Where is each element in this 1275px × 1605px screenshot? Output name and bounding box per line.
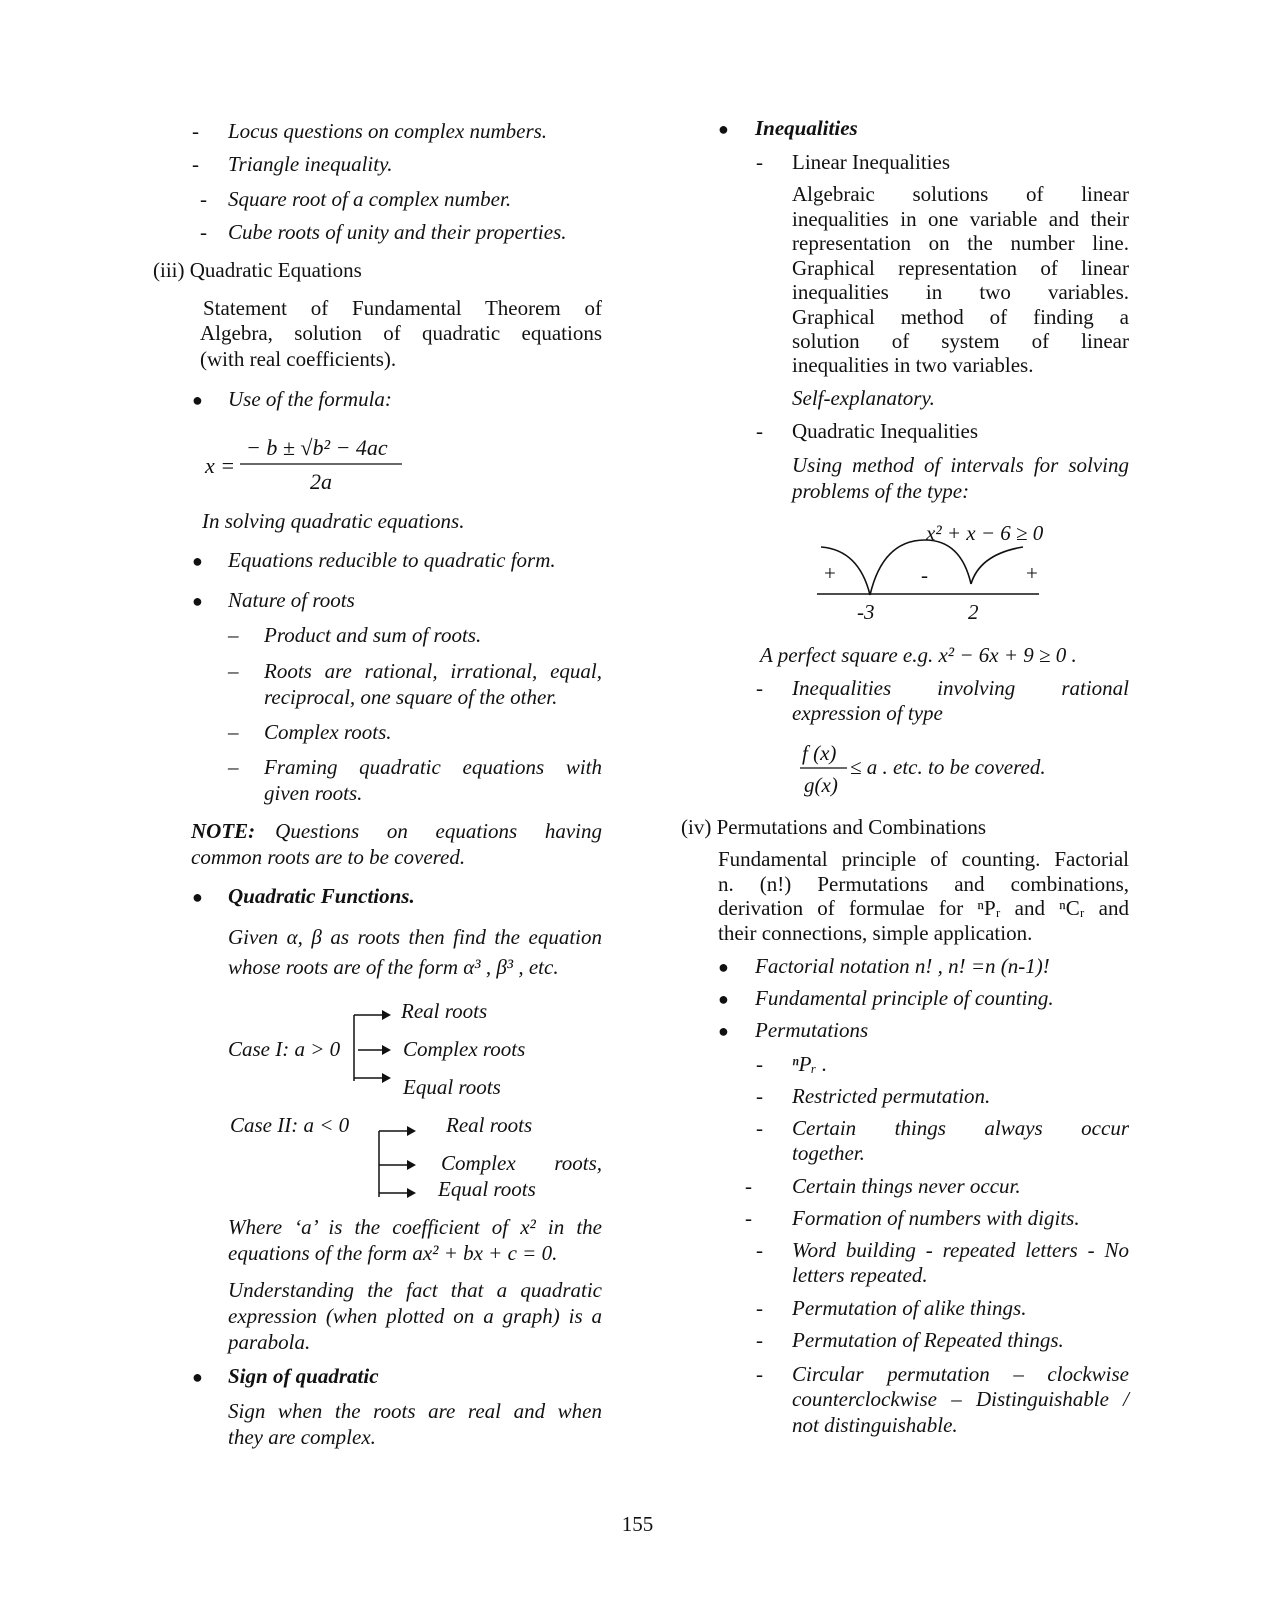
- perm-item: Permutation of alike things.: [792, 1296, 1027, 1320]
- perm-item: counterclockwise – Distinguishable /: [792, 1387, 1129, 1411]
- fraction-denominator: g(x): [804, 773, 838, 797]
- perm-item: not distinguishable.: [792, 1413, 958, 1437]
- understanding-line: Understanding the fact that a quadratic: [228, 1278, 602, 1302]
- dash: -: [756, 676, 763, 700]
- bullet-icon: ●: [192, 390, 203, 410]
- perm-item: Circular permutation – clockwise: [792, 1362, 1129, 1386]
- dash: -: [756, 150, 763, 174]
- understanding-line: parabola.: [228, 1330, 311, 1354]
- dash: -: [200, 187, 207, 211]
- diagram-sign: -: [921, 563, 928, 587]
- quad-statement-line: Algebra, solution of quadratic equations: [200, 321, 602, 345]
- perm-item: Certain things always occur: [792, 1116, 1129, 1140]
- note-text: Questions on equations having: [275, 819, 602, 843]
- complex-item: Cube roots of unity and their properties.: [228, 220, 567, 244]
- rational-text: Inequalities involving rational: [792, 676, 1129, 700]
- perm-item: Formation of numbers with digits.: [792, 1206, 1080, 1230]
- diagram-sign: +: [824, 561, 836, 585]
- dash: -: [756, 419, 763, 443]
- fraction-numerator: f (x): [802, 741, 837, 765]
- intervals-text: Using method of intervals for solving: [792, 453, 1129, 477]
- quadratic-ineq-heading: Quadratic Inequalities: [792, 419, 979, 443]
- bullet-icon: ●: [718, 119, 729, 139]
- inequalities-heading: Inequalities: [755, 116, 858, 140]
- perm-text-line: their connections, simple application.: [718, 921, 1033, 945]
- sign-heading: Sign of quadratic: [228, 1364, 379, 1388]
- perm-item: letters repeated.: [792, 1263, 928, 1287]
- dash: –: [228, 720, 239, 744]
- formula-numerator: − b ± √b² − 4ac: [246, 435, 388, 460]
- case2-item: Equal roots: [438, 1177, 536, 1201]
- case2-label: Case II: a < 0: [230, 1113, 350, 1137]
- case1-arrows: [350, 1010, 400, 1090]
- linear-heading: Linear Inequalities: [792, 150, 951, 174]
- rational-text: expression of type: [792, 701, 943, 725]
- perm-item: Word building - repeated letters - No: [792, 1238, 1129, 1262]
- linear-text-line: representation on the number line.: [792, 231, 1129, 255]
- dash: -: [756, 1296, 763, 1320]
- case1-item: Equal roots: [403, 1075, 501, 1099]
- dash: -: [192, 152, 199, 176]
- linear-text-line: inequalities in one variable and their: [792, 207, 1129, 231]
- linear-text-line: Graphical representation of linear: [792, 256, 1129, 280]
- nature-item: Product and sum of roots.: [264, 623, 482, 647]
- section-heading-permutations: (iv) Permutations and Combinations: [681, 815, 987, 839]
- case2-item: Real roots: [446, 1113, 533, 1137]
- dash: -: [756, 1116, 763, 1140]
- sign-diagram: [815, 540, 1045, 610]
- where-line: Where ‘a’ is the coefficient of x² in the: [228, 1215, 602, 1239]
- dash: -: [200, 220, 207, 244]
- complex-item: Square root of a complex number.: [228, 187, 512, 211]
- bullet-icon: ●: [718, 989, 729, 1009]
- perm-text-line: Fundamental principle of counting. Factorial: [718, 847, 1129, 871]
- perm-bullet: Fundamental principle of counting.: [755, 986, 1054, 1010]
- section-heading-quadratic: (iii) Quadratic Equations: [153, 258, 362, 282]
- nature-item: Complex roots.: [264, 720, 392, 744]
- diagram-point: -3: [857, 600, 875, 624]
- page-number: 155: [621, 1512, 654, 1536]
- case1-item: Complex roots: [403, 1037, 526, 1061]
- perfect-square: A perfect square e.g. x² − 6x + 9 ≥ 0 .: [760, 643, 1077, 667]
- formula-fraction-bar: [240, 463, 410, 467]
- sign-text: they are complex.: [228, 1425, 376, 1449]
- bullet-icon: ●: [192, 591, 203, 611]
- use-formula: Use of the formula:: [228, 387, 392, 411]
- sign-text: Sign when the roots are real and when: [228, 1399, 602, 1423]
- dash: -: [756, 1052, 763, 1076]
- given-line: whose roots are of the form α³ , β³ , etc.: [228, 955, 559, 979]
- dash: -: [756, 1084, 763, 1108]
- dash: -: [745, 1206, 752, 1230]
- bullet-icon: ●: [192, 551, 203, 571]
- dash: -: [756, 1362, 763, 1386]
- perm-item: Certain things never occur.: [792, 1174, 1021, 1198]
- perm-bullet: Factorial notation n! , n! =n (n-1)!: [755, 954, 1050, 978]
- fraction-bar: [800, 767, 850, 771]
- bullet-icon: ●: [192, 887, 203, 907]
- dash: –: [228, 659, 239, 683]
- linear-text-line: solution of system of linear: [792, 329, 1129, 353]
- nature-item: given roots.: [264, 781, 363, 805]
- dash: –: [228, 623, 239, 647]
- dash: -: [745, 1174, 752, 1198]
- nature-item: reciprocal, one square of the other.: [264, 685, 558, 709]
- functions-heading: Quadratic Functions.: [228, 884, 415, 908]
- complex-item: Locus questions on complex numbers.: [228, 119, 548, 143]
- diagram-expression: x² + x − 6 ≥ 0: [926, 521, 1044, 545]
- dash: -: [756, 1238, 763, 1262]
- note-text: common roots are to be covered.: [191, 845, 466, 869]
- bullet-icon: ●: [192, 1367, 203, 1387]
- perm-item: together.: [792, 1141, 865, 1165]
- linear-text-line: inequalities in two variables.: [792, 280, 1129, 304]
- dash: –: [228, 755, 239, 779]
- case2-arrows: [375, 1125, 425, 1205]
- reducible-text: Equations reducible to quadratic form.: [228, 548, 556, 572]
- linear-text-line: Graphical method of finding a: [792, 305, 1129, 329]
- note-line: [191, 819, 602, 844]
- case1-item: Real roots: [401, 999, 488, 1023]
- intervals-text: problems of the type:: [792, 479, 970, 503]
- diagram-point: 2: [968, 600, 979, 624]
- complex-item: Triangle inequality.: [228, 152, 393, 176]
- quad-statement-line: Statement of Fundamental Theorem of: [203, 296, 602, 320]
- case1-label: Case I: a > 0: [228, 1037, 341, 1061]
- bullet-icon: ●: [718, 1021, 729, 1041]
- quad-statement-line: (with real coefficients).: [200, 347, 397, 371]
- nature-item: Framing quadratic equations with: [264, 755, 602, 779]
- perm-item: Restricted permutation.: [792, 1084, 991, 1108]
- perm-item: Permutation of Repeated things.: [792, 1328, 1064, 1352]
- formula-denominator: 2a: [310, 469, 332, 494]
- perm-item: ⁿPᵣ .: [792, 1052, 828, 1076]
- solving-note: In solving quadratic equations.: [202, 509, 465, 533]
- bullet-icon: ●: [718, 957, 729, 977]
- fraction-tail: ≤ a . etc. to be covered.: [850, 755, 1046, 779]
- linear-text-line: Algebraic solutions of linear: [792, 182, 1129, 206]
- self-explanatory: Self-explanatory.: [792, 386, 935, 410]
- linear-text-line: inequalities in two variables.: [792, 353, 1034, 377]
- nature-item: Roots are rational, irrational, equal,: [264, 659, 602, 683]
- understanding-line: expression (when plotted on a graph) is a: [228, 1304, 602, 1328]
- perm-text-line: n. (n!) Permutations and combinations,: [718, 872, 1129, 896]
- formula-lhs: x =: [205, 453, 236, 478]
- dash: -: [756, 1328, 763, 1352]
- case2-item: Complex roots,: [441, 1151, 602, 1175]
- nature-heading: Nature of roots: [228, 588, 355, 612]
- note-label: NOTE:: [191, 819, 256, 843]
- dash: -: [192, 119, 199, 143]
- given-line: Given α, β as roots then find the equation: [228, 925, 602, 949]
- perm-text-line: derivation of formulae for ⁿPᵣ and ⁿCᵣ and: [718, 896, 1129, 920]
- perm-bullet: Permutations: [755, 1018, 869, 1042]
- where-line: equations of the form ax² + bx + c = 0.: [228, 1241, 558, 1265]
- diagram-sign: +: [1026, 561, 1038, 585]
